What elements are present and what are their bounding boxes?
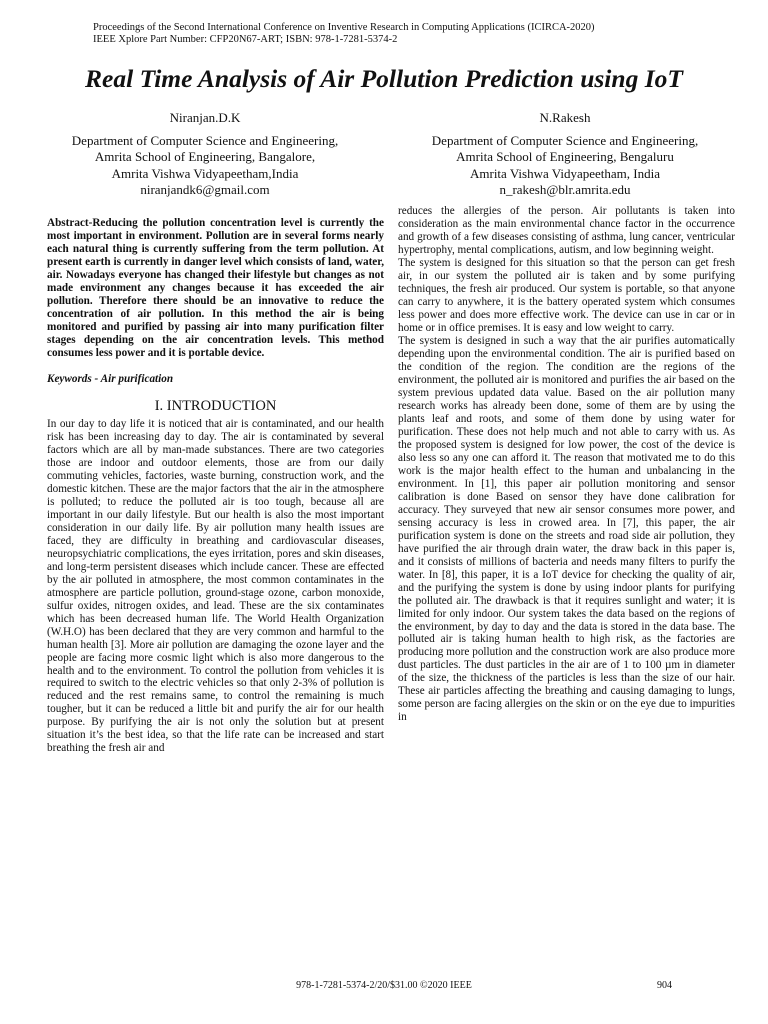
page-number: 904: [657, 980, 672, 991]
intro-paragraph: In our day to day life it is noticed that air is contaminated, and our health risk has been increasing day to day. The air is contaminated by several factors which are all by man-made substances. There are two categories those are indoor and outdoor elements, those are from our daily commuting vehicles, factories, waste burning, construction work, and the domestic kitchen. These are the major factors that the air in the atmosphere is polluted; to reduce the polluted air is too tough, because all are important in our daily lifestyle. But our health is also the most important consideration in our daily life. By air pollution many health issues are faced, they are difficulty in breathing and cardiovascular diseases, neuropsychiatric complications, the eyes irritation, pores and skin diseases, and long-term persistent diseases which include cancer. These are effected by the air polluted in atmosphere, the most common contaminates in the atmosphere are particle pollution, ground-stage ozone, carbon monoxide, sulfur oxides, nitrogen oxides, and lead. These are the six contaminates which has been decreased human life. The World Health Organization (W.H.O) has been declared that they are very common and harmful to the human health [3]. More air pollution are damaging the ozone layer and the people are facing more cosmic light which is also more dangerous to the health and to the environment. To control the pollution from vehicles it is required to switch to the electric vehicles so that only 2-3% of pollution is reduced and the rest remains same, to control the remaining is much tougher, but it can be reduced a little bit and purify the air for our health purpose. By purifying the air is not only the solution but at present situation it’s the best idea, so that the life rate can be increased and start breathing the fresh air and: [47, 417, 384, 755]
intro-paragraph: reduces the allergies of the person. Air pollutants is taken into consideration as the main environmental chance factor in the occurrence and growth of a few diseases consisting of asthma, lung cancer, ventricular hypertrophy, mental complications, autism, and low beginning weight.: [398, 205, 735, 256]
footer-copyright: 978-1-7281-5374-2/20/$31.00 ©2020 IEEE: [296, 980, 472, 991]
left-column: [47, 205, 384, 755]
author-university: Amrita Vishwa Vidyapeetham, India: [469, 165, 661, 181]
intro-paragraph: The system is designed in such a way that the air purifies automatically depending upon the environmental condition. The air is purified based on the condition of the region. The condition are the regions of the environment, the polluted air is monitored and purifies the air based on the system previous updated data value. Based on the air pollution many research works has already been done, some of them are by using the plants leaf and roots, and some of them done by using water for purification. These does not help much and not able to carry with us. As the proposed system is designed for low power, the cost of the device is also less so any one can afford it. The reason that motivated me to do this work is the major health effect to the human and unbalancing in the environment. In [1], this paper air pollution monitoring and sensor calibration is done Based on sensor they have done calibration for accuracy. They surveyed that new air sensor consumes more power, and sensing accuracy is less in crowed area. In [7], this paper, the air purification system is done on the streets and road side air pollution, they have purified the air through drain water, the draw back in this paper is, and it consists of millions of bacteria and needs many filters to purify the water. In [8], this paper, it is a IoT device for checking the quality of air, and the purifying the system is done by using indoor plants for purifying the polluted air. The drawback is that it requires sunlight and water; it is limited for only indoor. Our system takes the data based on the regions of the environment, by day to day and the data is stored in the data base. The polluted air is taking human health to high risk, as the factories are producing more pollution and the construction work are also produce more dust particles. The dust particles in the air are of 1 to 100 µm in diameter of the size, the thickness of the particles is less than the size of our hair. These air particles affecting the breathing and causing damaging to lungs, some person are facing allergies on the skin or on the eye due to impurities in: [398, 334, 735, 724]
author-block-2: [400, 110, 730, 199]
author-university: Amrita Vishwa Vidyapeetham,India: [111, 165, 299, 181]
right-column: [398, 205, 735, 724]
intro-paragraph: The system is designed for this situation so that the person can get fresh air, in our system the polluted air is taken and by some purifying techniques, the fresh air produced. Our system is portable, so that anyone can carry to anywhere, it is the battery operated system which consumes less power and does more effective work. The device can use in car or in home or in office premises. It is easy and low weight to carry.: [398, 256, 735, 334]
author-department: Department of Computer Science and Engineering,: [431, 132, 699, 148]
author-email: niranjandk6@gmail.com: [140, 182, 270, 197]
keywords: Keywords - Air purification: [47, 372, 174, 385]
header-ieee-part: IEEE Xplore Part Number: CFP20N67-ART; ISBN: 978-1-7281-5374-2: [93, 34, 398, 45]
abstract: Abstract-Reducing the pollution concentration level is currently the most important in environment. Pollution are in several forms nearly each natural thing is currently suffering from the term pollution. At present earth is currently in danger level which consists of land, water, air. Nowadays everyone has changed their lifestyle but changes as not made environment any changes because it has exceeded the air pollution. Therefore there should be an innovative to reduce the concentration of air pollution. In this method the air is being monitored and purified by passing air into many purification filter stages depending on the air concentration levels. This method consumes less power and it is portable device.: [47, 217, 384, 359]
author-name: Niranjan.D.K: [169, 110, 241, 125]
author-school: Amrita School of Engineering, Bangalore,: [94, 149, 316, 164]
paper-title: Real Time Analysis of Air Pollution Prediction using IoT: [85, 64, 683, 93]
section-heading-introduction: I. INTRODUCTION: [154, 397, 277, 414]
conference-header: [93, 22, 595, 46]
author-name: N.Rakesh: [539, 110, 591, 125]
author-school: Amrita School of Engineering, Bengaluru: [456, 149, 674, 164]
author-department: Department of Computer Science and Engineering,: [71, 132, 339, 148]
author-block-1: [40, 110, 370, 199]
header-proceedings: Proceedings of the Second International Conference on Inventive Research in Computing Applications (ICIRCA-2020): [93, 22, 595, 33]
author-email: n_rakesh@blr.amrita.edu: [499, 182, 631, 197]
